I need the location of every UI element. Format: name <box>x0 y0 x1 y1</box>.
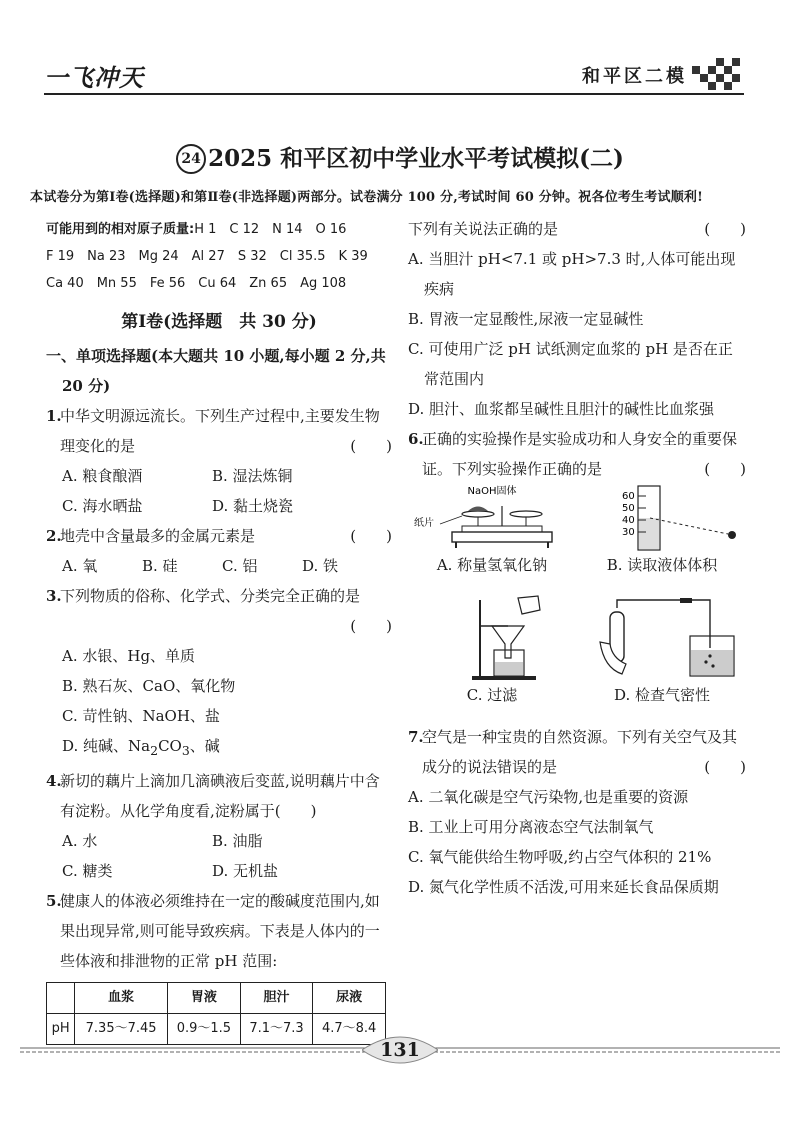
question-1 <box>46 401 392 461</box>
answer-paren: ( ) <box>350 437 392 455</box>
question-text: 下列物质的俗称、化学式、分类完全正确的是 <box>60 587 361 605</box>
tick-60: 60 <box>622 491 635 502</box>
question-2 <box>46 521 392 551</box>
airtightness-check-icon <box>582 592 742 682</box>
question-text: 下列有关说法正确的是 <box>408 220 559 238</box>
options <box>46 491 392 521</box>
option-b: B. 湿法炼铜 <box>212 467 293 485</box>
graduated-cylinder-icon <box>582 484 742 552</box>
paper-number: 24 <box>176 144 206 174</box>
exam-tag: 和平区二模 <box>582 66 687 87</box>
option-c: C. 铝 <box>222 557 258 575</box>
options <box>46 856 392 886</box>
figure-c-caption: C. 过滤 <box>466 686 518 704</box>
option-a: A. 氧 <box>62 557 98 575</box>
options <box>46 551 392 581</box>
question-number: 4. <box>46 772 62 790</box>
atomic-mass-line2: F 19 Na 23 Mg 24 Al 27 S 32 Cl 35.5 K 39 <box>46 249 368 264</box>
table-header: 尿液 <box>313 983 386 1014</box>
option-d: D. 胆汁、血浆都呈碱性且胆汁的碱性比血浆强 <box>408 400 715 418</box>
atomic-mass-line1: H 1 C 12 N 14 O 16 <box>194 222 347 237</box>
options <box>46 826 392 856</box>
option-b: B. 工业上可用分离液态空气法制氧气 <box>408 818 654 836</box>
section-heading: 一、单项选择题(本大题共 10 小题,每小题 2 分,共 20 分) <box>46 347 386 395</box>
option-c: C. 氧气能供给生物呼吸,约占空气体积的 21% <box>408 848 712 866</box>
intro-text: 本试卷分为第Ⅰ卷(选择题)和第Ⅱ卷(非选择题)两部分。试卷满分 100 分,考试时间 60 分钟。祝各位考生考试顺利! <box>30 190 704 205</box>
option-b: B. 硅 <box>142 557 178 575</box>
balance-icon <box>412 484 572 552</box>
question-number: 2. <box>46 527 62 545</box>
option-d-text: 、碱 <box>189 737 220 755</box>
answer-paren: ( ) <box>350 617 392 635</box>
question-text: 地壳中含量最多的金属元素是 <box>60 527 256 545</box>
page-title <box>0 140 800 174</box>
paper-label: 纸片 <box>414 518 434 529</box>
option-b: B. 胃液一定显酸性,尿液一定显碱性 <box>408 310 644 328</box>
answer-paren: ( ) <box>350 527 392 545</box>
atomic-mass-label: 可能用到的相对原子质量: <box>46 222 195 237</box>
section-title: 第Ⅰ卷(选择题 共 30 分) <box>121 312 317 332</box>
title-text: 2025 和平区初中学业水平考试模拟(二) <box>208 145 624 172</box>
figure-row <box>408 592 746 708</box>
brand-logo: 一飞冲天 <box>44 64 144 92</box>
question-number: 3. <box>46 587 62 605</box>
option-d: D. 铁 <box>302 557 339 575</box>
table-header: 胃液 <box>168 983 241 1014</box>
figure-d-caption: D. 检查气密性 <box>613 686 711 704</box>
question-number: 6. <box>408 430 424 448</box>
option-d <box>46 731 392 766</box>
ph-table <box>46 982 386 1045</box>
figure-a <box>412 484 572 578</box>
answer-paren: ( ) <box>704 758 746 776</box>
table-header: 胆汁 <box>240 983 313 1014</box>
option-d: D. 黏土烧瓷 <box>212 497 294 515</box>
table-header-row <box>47 983 386 1014</box>
answer-paren: ( ) <box>704 460 746 478</box>
figure-b-caption: B. 读取液体体积 <box>606 556 718 574</box>
question-text: 中华文明源远流长。下列生产过程中,主要发生物理变化的是 <box>60 407 380 455</box>
option-d: D. 无机盐 <box>212 862 279 880</box>
subscript: 3 <box>181 743 190 758</box>
filtration-icon <box>412 592 572 682</box>
figure-a-caption: A. 称量氢氧化钠 <box>436 556 548 574</box>
option-a: A. 二氧化碳是空气污染物,也是重要的资源 <box>408 788 689 806</box>
figure-row <box>408 484 746 578</box>
question-text: 正确的实验操作是实验成功和人身安全的重要保证。下列实验操作正确的是 <box>422 430 738 478</box>
subscript: 2 <box>150 743 159 758</box>
tick-50: 50 <box>622 503 635 514</box>
answer-paren: ( ) <box>704 220 746 238</box>
page-number: 131 <box>380 1039 420 1061</box>
option-a: A. 水银、Hg、单质 <box>62 647 196 665</box>
question-7 <box>408 722 746 782</box>
option-c: C. 糖类 <box>62 862 113 880</box>
question-number: 1. <box>46 407 62 425</box>
question-number: 5. <box>46 892 62 910</box>
right-column <box>408 214 746 902</box>
question-5 <box>46 886 392 976</box>
left-column <box>46 216 392 1045</box>
table-cell: pH <box>47 1014 75 1045</box>
option-a: A. 粮食酿酒 <box>62 467 143 485</box>
option-d-text: CO <box>158 737 182 755</box>
question-text: 新切的藕片上滴加几滴碘液后变蓝,说明藕片中含有淀粉。从化学角度看,淀粉属于( ) <box>60 772 380 820</box>
option-d-text: D. 纯碱、Na <box>62 737 151 755</box>
option-b: B. 熟石灰、CaO、氧化物 <box>62 677 236 695</box>
figure-c <box>412 592 572 708</box>
answer-paren-row <box>46 611 392 641</box>
option-c: C. 苛性钠、NaOH、盐 <box>62 707 220 725</box>
option-a: A. 水 <box>62 832 98 850</box>
q5-question-line <box>408 214 746 244</box>
option-c: C. 海水晒盐 <box>62 497 143 515</box>
option-d: D. 氮气化学性质不活泼,可用来延长食品保质期 <box>408 878 719 896</box>
table-cell: 7.1～7.3 <box>240 1014 313 1045</box>
question-number: 7. <box>408 728 424 746</box>
tick-40: 40 <box>622 515 635 526</box>
table-cell: 4.7～8.4 <box>313 1014 386 1045</box>
figure-b <box>582 484 742 578</box>
question-4 <box>46 766 392 826</box>
question-6 <box>408 424 746 484</box>
table-cell: 7.35～7.45 <box>75 1014 168 1045</box>
tick-30: 30 <box>622 527 635 538</box>
table-cell: 0.9～1.5 <box>168 1014 241 1045</box>
question-text: 健康人的体液必须维持在一定的酸碱度范围内,如果出现异常,则可能导致疾病。下表是人体内的一些体液和排泄物的正常 pH 范围: <box>60 892 380 970</box>
option-c: C. 可使用广泛 pH 试纸测定血浆的 pH 是否在正常范围内 <box>408 340 733 388</box>
options <box>46 461 392 491</box>
table-header: 血浆 <box>75 983 168 1014</box>
option-a: A. 当胆汁 pH<7.1 或 pH>7.3 时,人体可能出现疾病 <box>408 250 736 298</box>
naoh-label: NaOH固体 <box>467 486 517 497</box>
table-header <box>47 983 75 1014</box>
checker-pattern-icon <box>692 56 742 90</box>
table-row <box>47 1014 386 1045</box>
figure-d <box>582 592 742 708</box>
option-b: B. 油脂 <box>212 832 263 850</box>
atomic-mass-line3: Ca 40 Mn 55 Fe 56 Cu 64 Zn 65 Ag 108 <box>46 276 347 291</box>
header-rule <box>44 93 744 95</box>
question-text: 空气是一种宝贵的自然资源。下列有关空气及其成分的说法错误的是 <box>422 728 738 776</box>
question-3 <box>46 581 392 611</box>
atomic-mass-block <box>46 216 392 297</box>
